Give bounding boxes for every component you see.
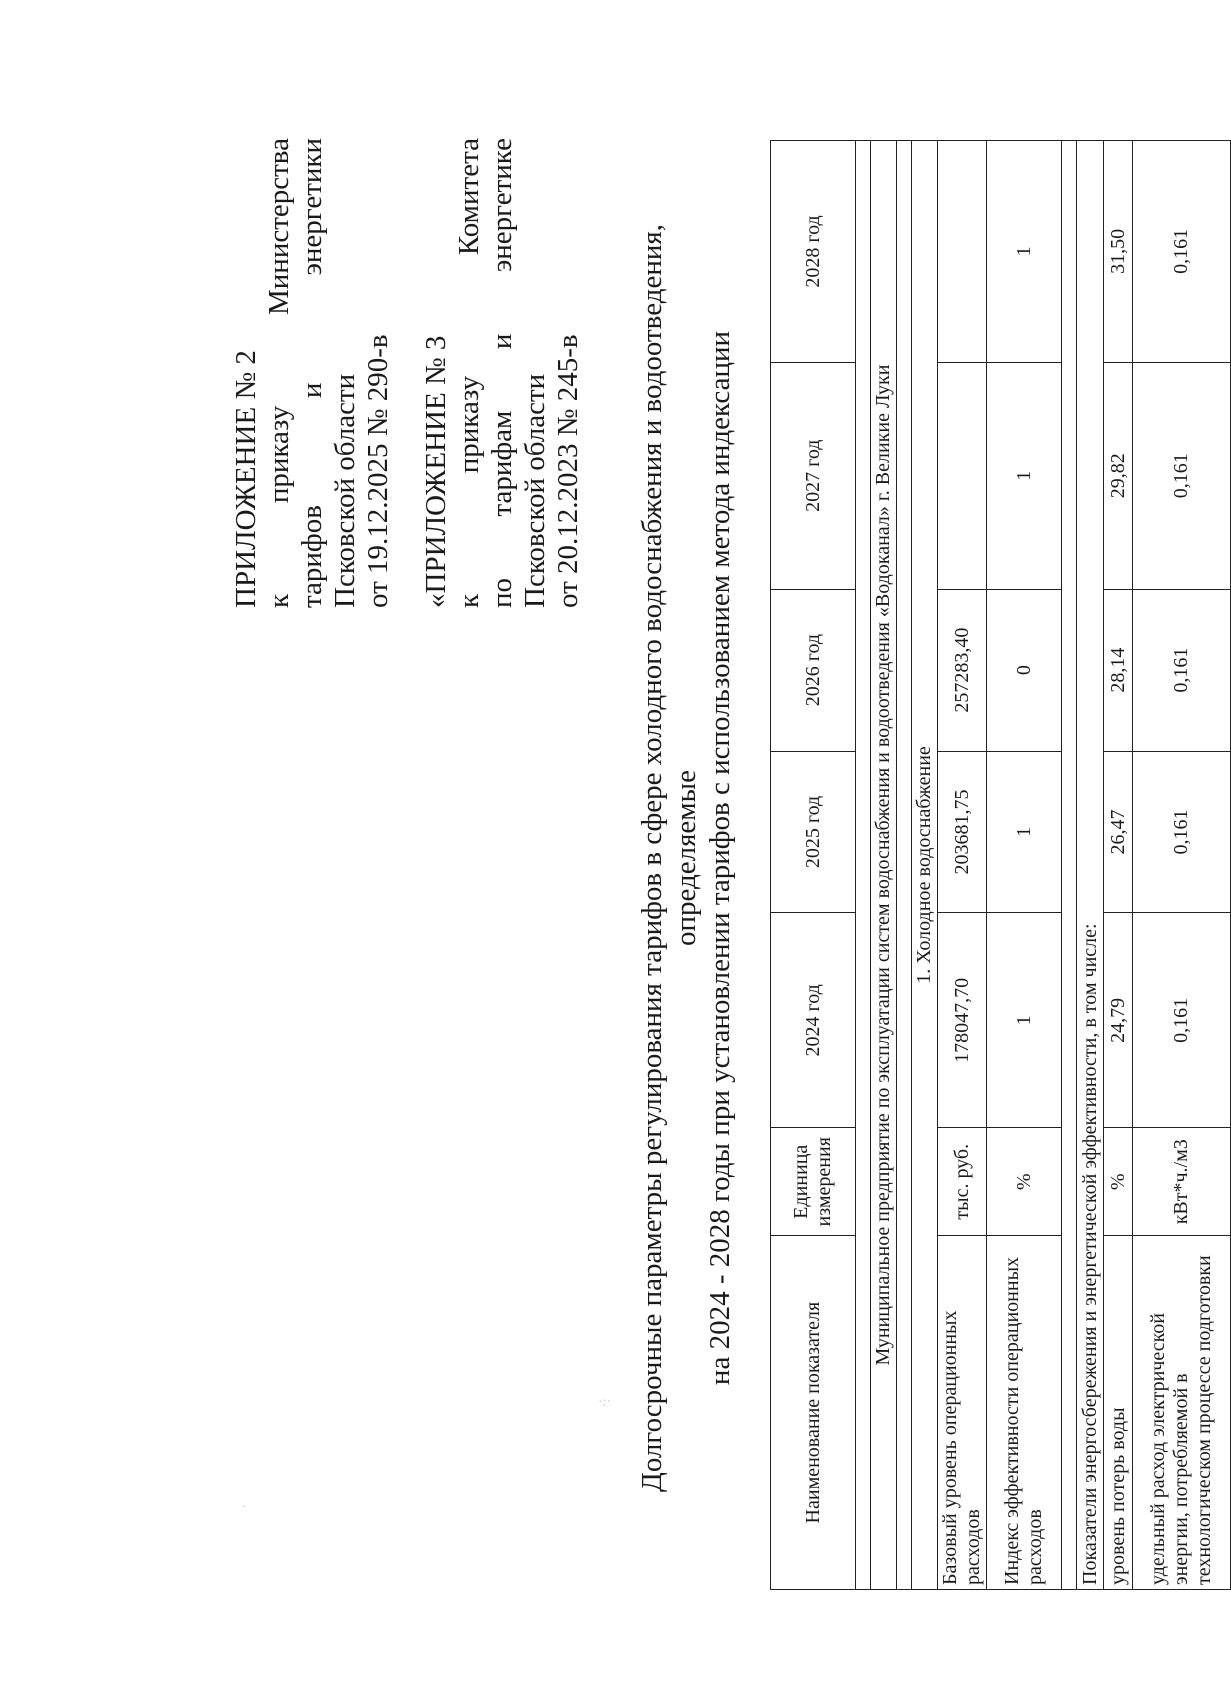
- cell-2024: 0,161: [1133, 913, 1231, 1128]
- group-row: [1077, 141, 1104, 1590]
- table-row: [1133, 141, 1231, 1590]
- cell-2026: 0,161: [1133, 589, 1231, 751]
- scan-noise-mark: ·: [242, 1500, 247, 1515]
- appendix-new: [230, 138, 395, 608]
- cell-2024: 178047,70: [938, 913, 987, 1128]
- cell-2025: 1: [987, 751, 1062, 913]
- appendix-new-title: ПРИЛОЖЕНИЕ № 2: [230, 350, 262, 608]
- cell-2026: 28,14: [1104, 589, 1133, 751]
- table-row: [987, 141, 1062, 1590]
- cell-2025: 0,161: [1133, 751, 1231, 913]
- appendix-old-line: к приказу Комитета: [453, 138, 485, 608]
- section-row: [912, 141, 938, 1590]
- cell-2026: 0: [987, 589, 1062, 751]
- appendix-new-line: тарифов и энергетики: [296, 138, 328, 608]
- cell-2025: 203681,75: [938, 751, 987, 913]
- row-unit: кВт*ч./м3: [1133, 1128, 1231, 1236]
- appendix-old-line: Псковской области: [519, 373, 551, 608]
- cell-2026: 257283,40: [938, 589, 987, 751]
- rotated-page: [80, 88, 1215, 1628]
- cell-2027: [938, 362, 987, 589]
- column-header: 2025 год: [771, 751, 856, 913]
- table-spacer-row: [897, 141, 912, 1590]
- document-title-line: Долгосрочные параметры регулирования тарифов в сфере холодного водоснабжения и водоотведения,: [636, 224, 668, 1492]
- appendix-old-line: от 20.12.2023 № 245-в: [552, 334, 584, 608]
- column-header: Наименование показателя: [771, 1236, 856, 1590]
- table-spacer-row: [856, 141, 871, 1590]
- table-row: [1104, 141, 1133, 1590]
- parameters-table: [770, 140, 1231, 1590]
- column-header: 2024 год: [771, 913, 856, 1128]
- table-row: [938, 141, 987, 1590]
- column-header: 2026 год: [771, 589, 856, 751]
- row-name: Индекс эффективности операционных расходов: [987, 1236, 1062, 1590]
- row-unit: %: [987, 1128, 1062, 1236]
- row-name: Базовый уровень операционных расходов: [938, 1236, 987, 1590]
- appendix-new-line: Псковской области: [329, 373, 361, 608]
- cell-2027: 1: [987, 362, 1062, 589]
- group-title: Показатели энергосбережения и энергетической эффективности, в том числе:: [1077, 141, 1104, 1590]
- column-header: 2027 год: [771, 362, 856, 589]
- row-name: удельный расход электрической энергии, потребляемой в технологическом процессе подготовки: [1133, 1236, 1231, 1590]
- cell-2025: 26,47: [1104, 751, 1133, 913]
- enterprise-name: Муниципальное предприятие по эксплуатации систем водоснабжения и водоотведения «Водоканал» г. Великие Луки: [871, 141, 897, 1590]
- table-spacer: [897, 141, 912, 1590]
- cell-2027: 0,161: [1133, 362, 1231, 589]
- table-spacer: [856, 141, 871, 1590]
- cell-2028: 1: [987, 141, 1062, 363]
- document-title: [635, 118, 737, 1598]
- table-spacer-row: [1062, 141, 1077, 1590]
- column-header: Единица измерения: [771, 1128, 856, 1236]
- table-header-row: [771, 141, 856, 1590]
- cell-2028: 0,161: [1133, 141, 1231, 363]
- appendix-old: [420, 138, 585, 608]
- cell-2024: 1: [987, 913, 1062, 1128]
- table-spacer: [1062, 141, 1077, 1590]
- column-header: 2028 год: [771, 141, 856, 363]
- document-title-line: на 2024 - 2028 годы при установлении тарифов с использованием метода индексации: [704, 330, 736, 1386]
- section-title: 1. Холодное водоснабжение: [912, 141, 938, 1590]
- cell-2028: 31,50: [1104, 141, 1133, 363]
- row-unit: тыс. руб.: [938, 1128, 987, 1236]
- appendix-new-line: к приказу Министерства: [263, 138, 295, 608]
- cell-2024: 24,79: [1104, 913, 1133, 1128]
- enterprise-row: [871, 141, 897, 1590]
- row-unit: %: [1104, 1128, 1133, 1236]
- document-title-line: определяемые: [670, 769, 702, 947]
- cell-2027: 29,82: [1104, 362, 1133, 589]
- appendix-new-line: от 19.12.2025 № 290-в: [362, 334, 394, 608]
- row-name: уровень потерь воды: [1104, 1236, 1133, 1590]
- scan-noise-mark: ·:·: [598, 1395, 612, 1410]
- appendix-old-title: «ПРИЛОЖЕНИЕ № 3: [420, 335, 452, 608]
- appendix-old-line: по тарифам и энергетике: [486, 138, 518, 608]
- cell-2028: [938, 141, 987, 363]
